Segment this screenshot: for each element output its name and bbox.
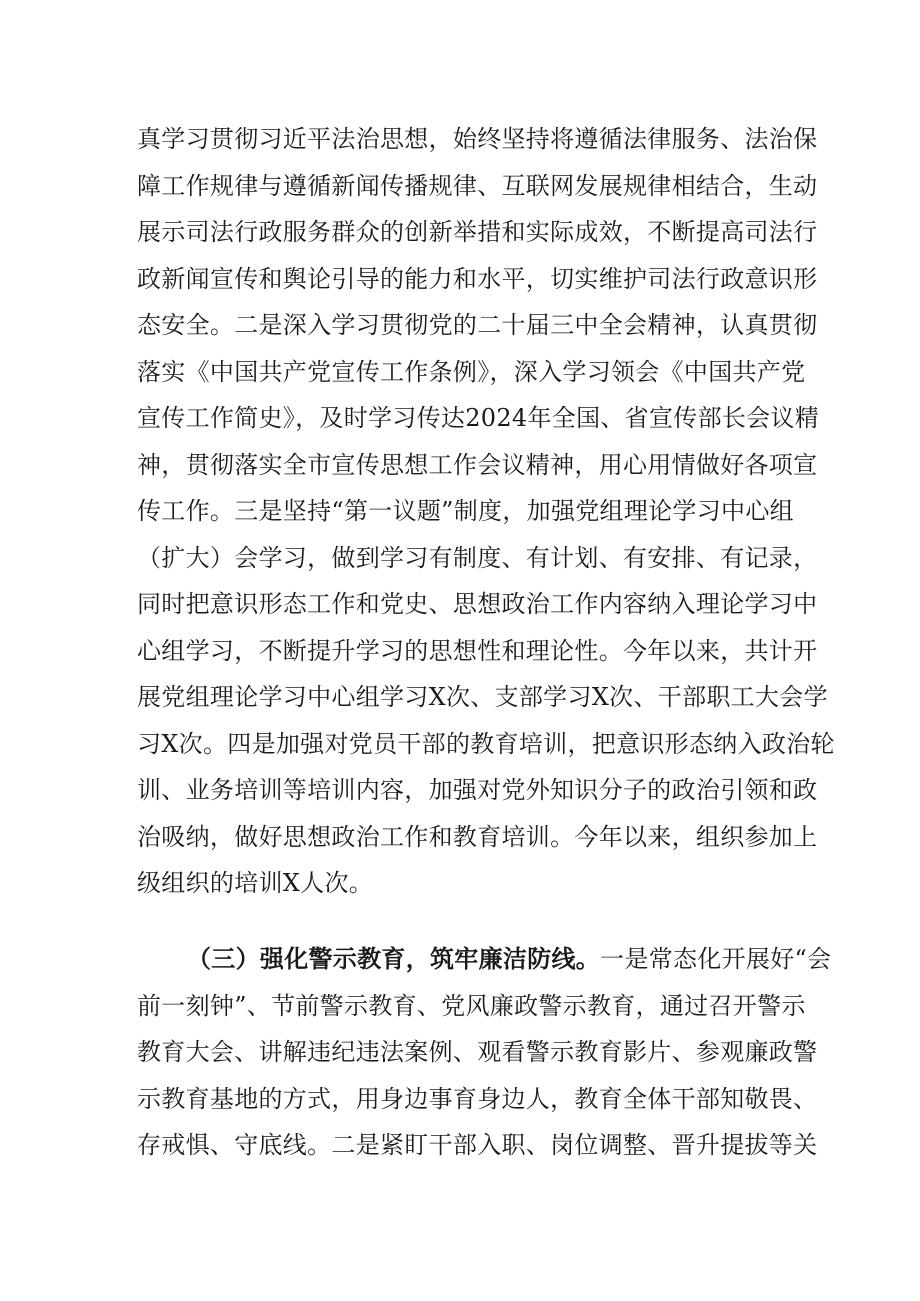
text-line: 治吸纳，做好思想政治工作和教育培训。今年以来，组织参加上 xyxy=(137,822,818,851)
text-line: 态安全。二是深入学习贯彻党的二十届三中全会精神，认真贯彻 xyxy=(137,311,818,339)
text-line: 政新闻宣传和舆论引导的能力和水平，切实维护司法行政意识形 xyxy=(137,264,818,293)
text-line: 教育大会、讲解违纪违法案例、观看警示教育影片、参观廉政警 xyxy=(137,1038,818,1066)
text-line: 前一刻钟”、节前警示教育、党风廉政警示教育，通过召开警示 xyxy=(137,991,806,1020)
text-line: 真学习贯彻习近平法治思想，始终坚持将遵循法律服务、法治保 xyxy=(137,125,818,153)
text-line: 习X次。四是加强对党员干部的教育培训，把意识形态纳入政治轮 xyxy=(137,729,835,758)
text-line: 心组学习，不断提升学习的思想性和理论性。今年以来，共计开 xyxy=(137,636,818,665)
text-line: 训、业务培训等培训内容，加强对党外知识分子的政治引领和政 xyxy=(137,776,818,804)
text-line: 障工作规律与遵循新闻传播规律、互联网发展规律相结合，生动 xyxy=(137,171,818,200)
text-line: 级组织的培训X人次。 xyxy=(137,869,374,897)
text-line: 存戒惧、守底线。二是紧盯干部入职、岗位调整、晋升提拔等关 xyxy=(137,1131,818,1159)
text-line: 神，贯彻落实全市宣传思想工作会议精神，用心用情做好各项宣 xyxy=(137,450,818,479)
text-line: 传工作。三是坚持“第一议题”制度，加强党组理论学习中心组 xyxy=(137,497,794,525)
paragraph-2 xyxy=(137,936,832,1169)
text-line: 宣传工作简史》，及时学习传达2024年全国、省宣传部长会议精 xyxy=(137,404,820,432)
text-line: （扩大）会学习，做到学习有制度、有计划、有安排、有记录， xyxy=(137,543,818,572)
text-line: 展党组理论学习中心组学习X次、支部学习X次、干部职工大会学 xyxy=(137,683,828,711)
text-line: 展示司法行政服务群众的创新举措和实际成效，不断提高司法行 xyxy=(137,218,818,246)
text-line: 示教育基地的方式，用身边事育身边人，教育全体干部知敬畏、 xyxy=(137,1084,818,1113)
paragraph-2-first-line xyxy=(137,936,832,983)
section-heading: （三）强化警示教育，筑牢廉洁防线。 xyxy=(187,944,601,973)
text-run: 一是常态化开展好“会 xyxy=(600,945,832,973)
text-line: 同时把意识形态工作和党史、思想政治工作内容纳入理论学习中 xyxy=(137,590,818,618)
paragraph-1 xyxy=(137,116,835,907)
text-line: 落实《中国共产党宣传工作条例》，深入学习领会《中国共产党 xyxy=(137,357,806,386)
